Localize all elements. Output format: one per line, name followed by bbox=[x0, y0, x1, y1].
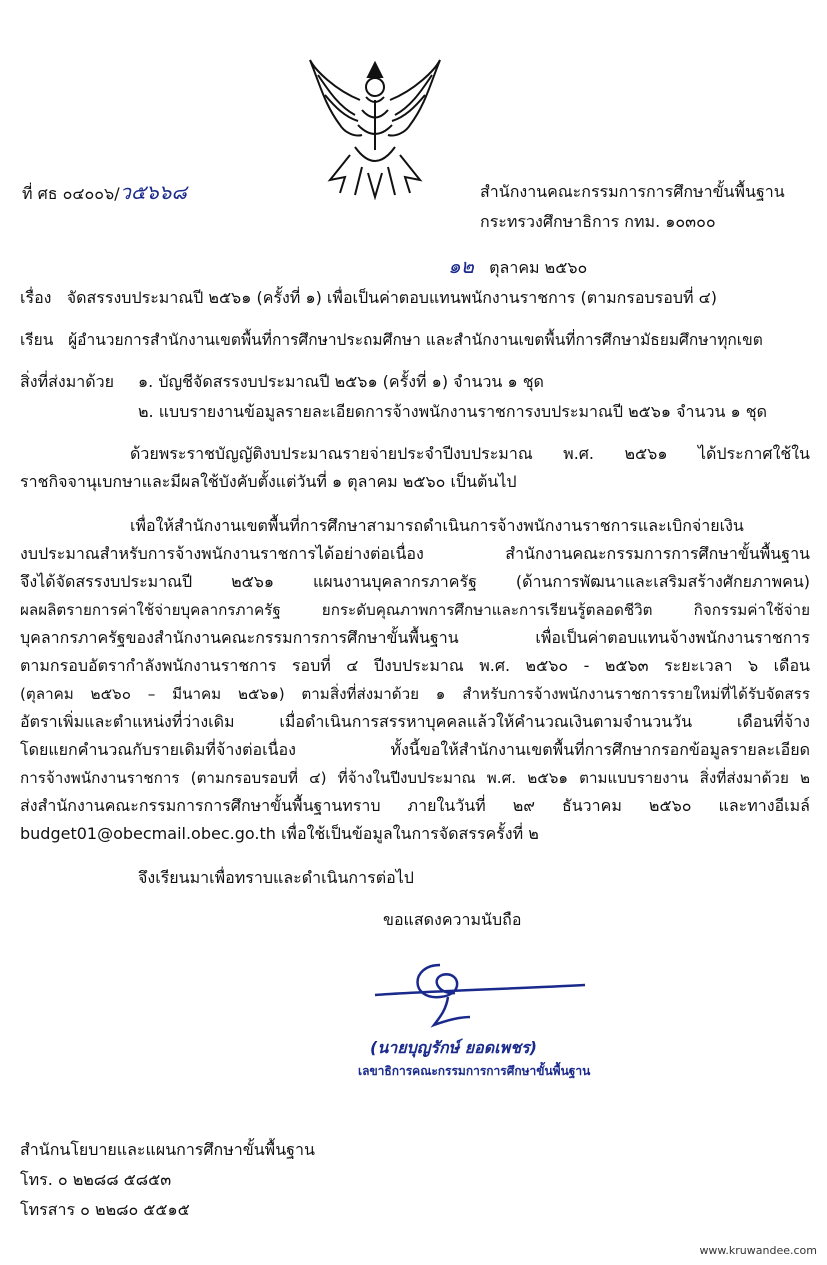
paragraph-line: อัตราเพิ่มและตำแหน่งที่ว่างเดิม เมื่อดำเนินการสรรหาบุคคลแล้วให้คำนวณเงินตามจำนวนวัน เดือนที่จ้าง bbox=[20, 712, 810, 731]
paragraph-line: ด้วยพระราชบัญญัติงบประมาณรายจ่ายประจำปีงบประมาณ พ.ศ. ๒๕๖๑ ได้ประกาศใช้ใน bbox=[130, 444, 810, 463]
office-address: กระทรวงศึกษาธิการ กทม. ๑๐๓๐๐ bbox=[480, 212, 716, 231]
garuda-emblem-icon bbox=[300, 55, 450, 200]
paragraph-line: จึงได้จัดสรรงบประมาณปี ๒๕๖๑ แผนงานบุคลากรภาครัฐ (ด้านการพัฒนาและเสริมสร้างศักยภาพคน) bbox=[20, 572, 810, 591]
paragraph-line: งบประมาณสำหรับการจ้างพนักงานราชการได้อย่างต่อเนื่อง สำนักงานคณะกรรมการการศึกษาขั้นพื้นฐาน bbox=[20, 544, 810, 563]
paragraph-line: (ตุลาคม ๒๕๖๐ – มีนาคม ๒๕๖๑) ตามสิ่งที่ส่งมาด้วย ๑ สำหรับการจ้างพนักงานราชการรายใหม่ที่ได้รับจัดสรร bbox=[20, 685, 810, 703]
signatory-name: (นายบุญรักษ์ ยอดเพชร) bbox=[370, 1038, 537, 1057]
date-day-handwritten: ๑๒ bbox=[448, 254, 474, 278]
paragraph-line: โดยแยกคำนวณกับรายเดิมที่จ้างต่อเนื่อง ทั้งนี้ขอให้สำนักงานเขตพื้นที่การศึกษากรอกข้อมูลรายละเอียด bbox=[20, 740, 810, 759]
subject-label: เรื่อง bbox=[20, 288, 52, 307]
letter-date bbox=[448, 250, 587, 282]
enclosures-label: สิ่งที่ส่งมาด้วย bbox=[20, 372, 114, 391]
enclosure-item: ๒. แบบรายงานข้อมูลรายละเอียดการจ้างพนักงานราชการงบประมาณปี ๒๕๖๑ จำนวน ๑ ชุด bbox=[138, 402, 767, 421]
recipient-text: ผู้อำนวยการสำนักงานเขตพื้นที่การศึกษาประถมศึกษา และสำนักงานเขตพื้นที่การศึกษามัธยมศึกษาทุกเขต bbox=[68, 331, 763, 349]
paragraph-line: budget01@obecmail.obec.go.th เพื่อใช้เป็นข้อมูลในการจัดสรรครั้งที่ ๒ bbox=[20, 824, 539, 843]
paragraph-line: ส่งสำนักงานคณะกรรมการการศึกษาขั้นพื้นฐานทราบ ภายในวันที่ ๒๙ ธันวาคม ๒๕๖๐ และทางอีเมล์ bbox=[20, 796, 810, 815]
paragraph-line: ตามกรอบอัตรากำลังพนักงานราชการ รอบที่ ๔ ปีงบประมาณ พ.ศ. ๒๕๖๐ - ๒๕๖๓ ระยะเวลา ๖ เดือน bbox=[20, 656, 810, 675]
handwritten-signature-icon bbox=[370, 955, 590, 1035]
signatory-title: เลขาธิการคณะกรรมการการศึกษาขั้นพื้นฐาน bbox=[358, 1064, 591, 1078]
reference-handwritten: ว๕๖๖๘ bbox=[119, 180, 187, 204]
subject-text: จัดสรรงบประมาณปี ๒๕๖๑ (ครั้งที่ ๑) เพื่อเป็นค่าตอบแทนพนักงานราชการ (ตามกรอบรอบที่ ๔) bbox=[66, 288, 717, 307]
watermark: www.kruwandee.com bbox=[699, 1244, 817, 1257]
closing-sentence: จึงเรียนมาเพื่อทราบและดำเนินการต่อไป bbox=[138, 868, 414, 887]
paragraph-line: ผลผลิตรายการค่าใช้จ่ายบุคลากรภาครัฐ ยกระดับคุณภาพการศึกษาและการเรียนรู้ตลอดชีวิต กิจกรรมค่าใช้จ่าย bbox=[20, 601, 810, 619]
issuing-department: สำนักนโยบายและแผนการศึกษาขั้นพื้นฐาน bbox=[20, 1140, 315, 1159]
enclosure-item: ๑. บัญชีจัดสรรงบประมาณปี ๒๕๖๑ (ครั้งที่ ๑) จำนวน ๑ ชุด bbox=[138, 372, 544, 391]
office-name: สำนักงานคณะกรรมการการศึกษาขั้นพื้นฐาน bbox=[480, 182, 785, 201]
telephone: โทร. ๐ ๒๒๘๘ ๕๘๕๓ bbox=[20, 1170, 172, 1189]
paragraph-line: การจ้างพนักงานราชการ (ตามกรอบรอบที่ ๔) ที่จ้างในปีงบประมาณ พ.ศ. ๒๕๖๑ ตามแบบรายงาน สิ่งที่ส่งมาด้วย ๒ bbox=[20, 769, 810, 787]
paragraph-line: บุคลากรภาครัฐของสำนักงานคณะกรรมการการศึกษาขั้นพื้นฐาน เพื่อเป็นค่าตอบแทนจ้างพนักงานราชการ bbox=[20, 628, 810, 647]
date-month-year: ตุลาคม ๒๕๖๐ bbox=[489, 258, 588, 277]
fax: โทรสาร ๐ ๒๒๘๐ ๕๕๑๕ bbox=[20, 1200, 190, 1219]
paragraph-line: ราชกิจจานุเบกษาและมีผลใช้บังคับตั้งแต่วันที่ ๑ ตุลาคม ๒๕๖๐ เป็นต้นไป bbox=[20, 472, 517, 491]
recipient-label: เรียน bbox=[20, 331, 54, 349]
recipient-line bbox=[20, 326, 810, 354]
reference-number bbox=[22, 176, 187, 208]
reference-prefix: ที่ ศธ ๐๔๐๐๖/ bbox=[22, 184, 120, 203]
subject-line bbox=[20, 284, 810, 312]
regards: ขอแสดงความนับถือ bbox=[383, 910, 522, 929]
paragraph-line: เพื่อให้สำนักงานเขตพื้นที่การศึกษาสามารถดำเนินการจ้างพนักงานราชการและเบิกจ่ายเงิน bbox=[130, 516, 744, 535]
